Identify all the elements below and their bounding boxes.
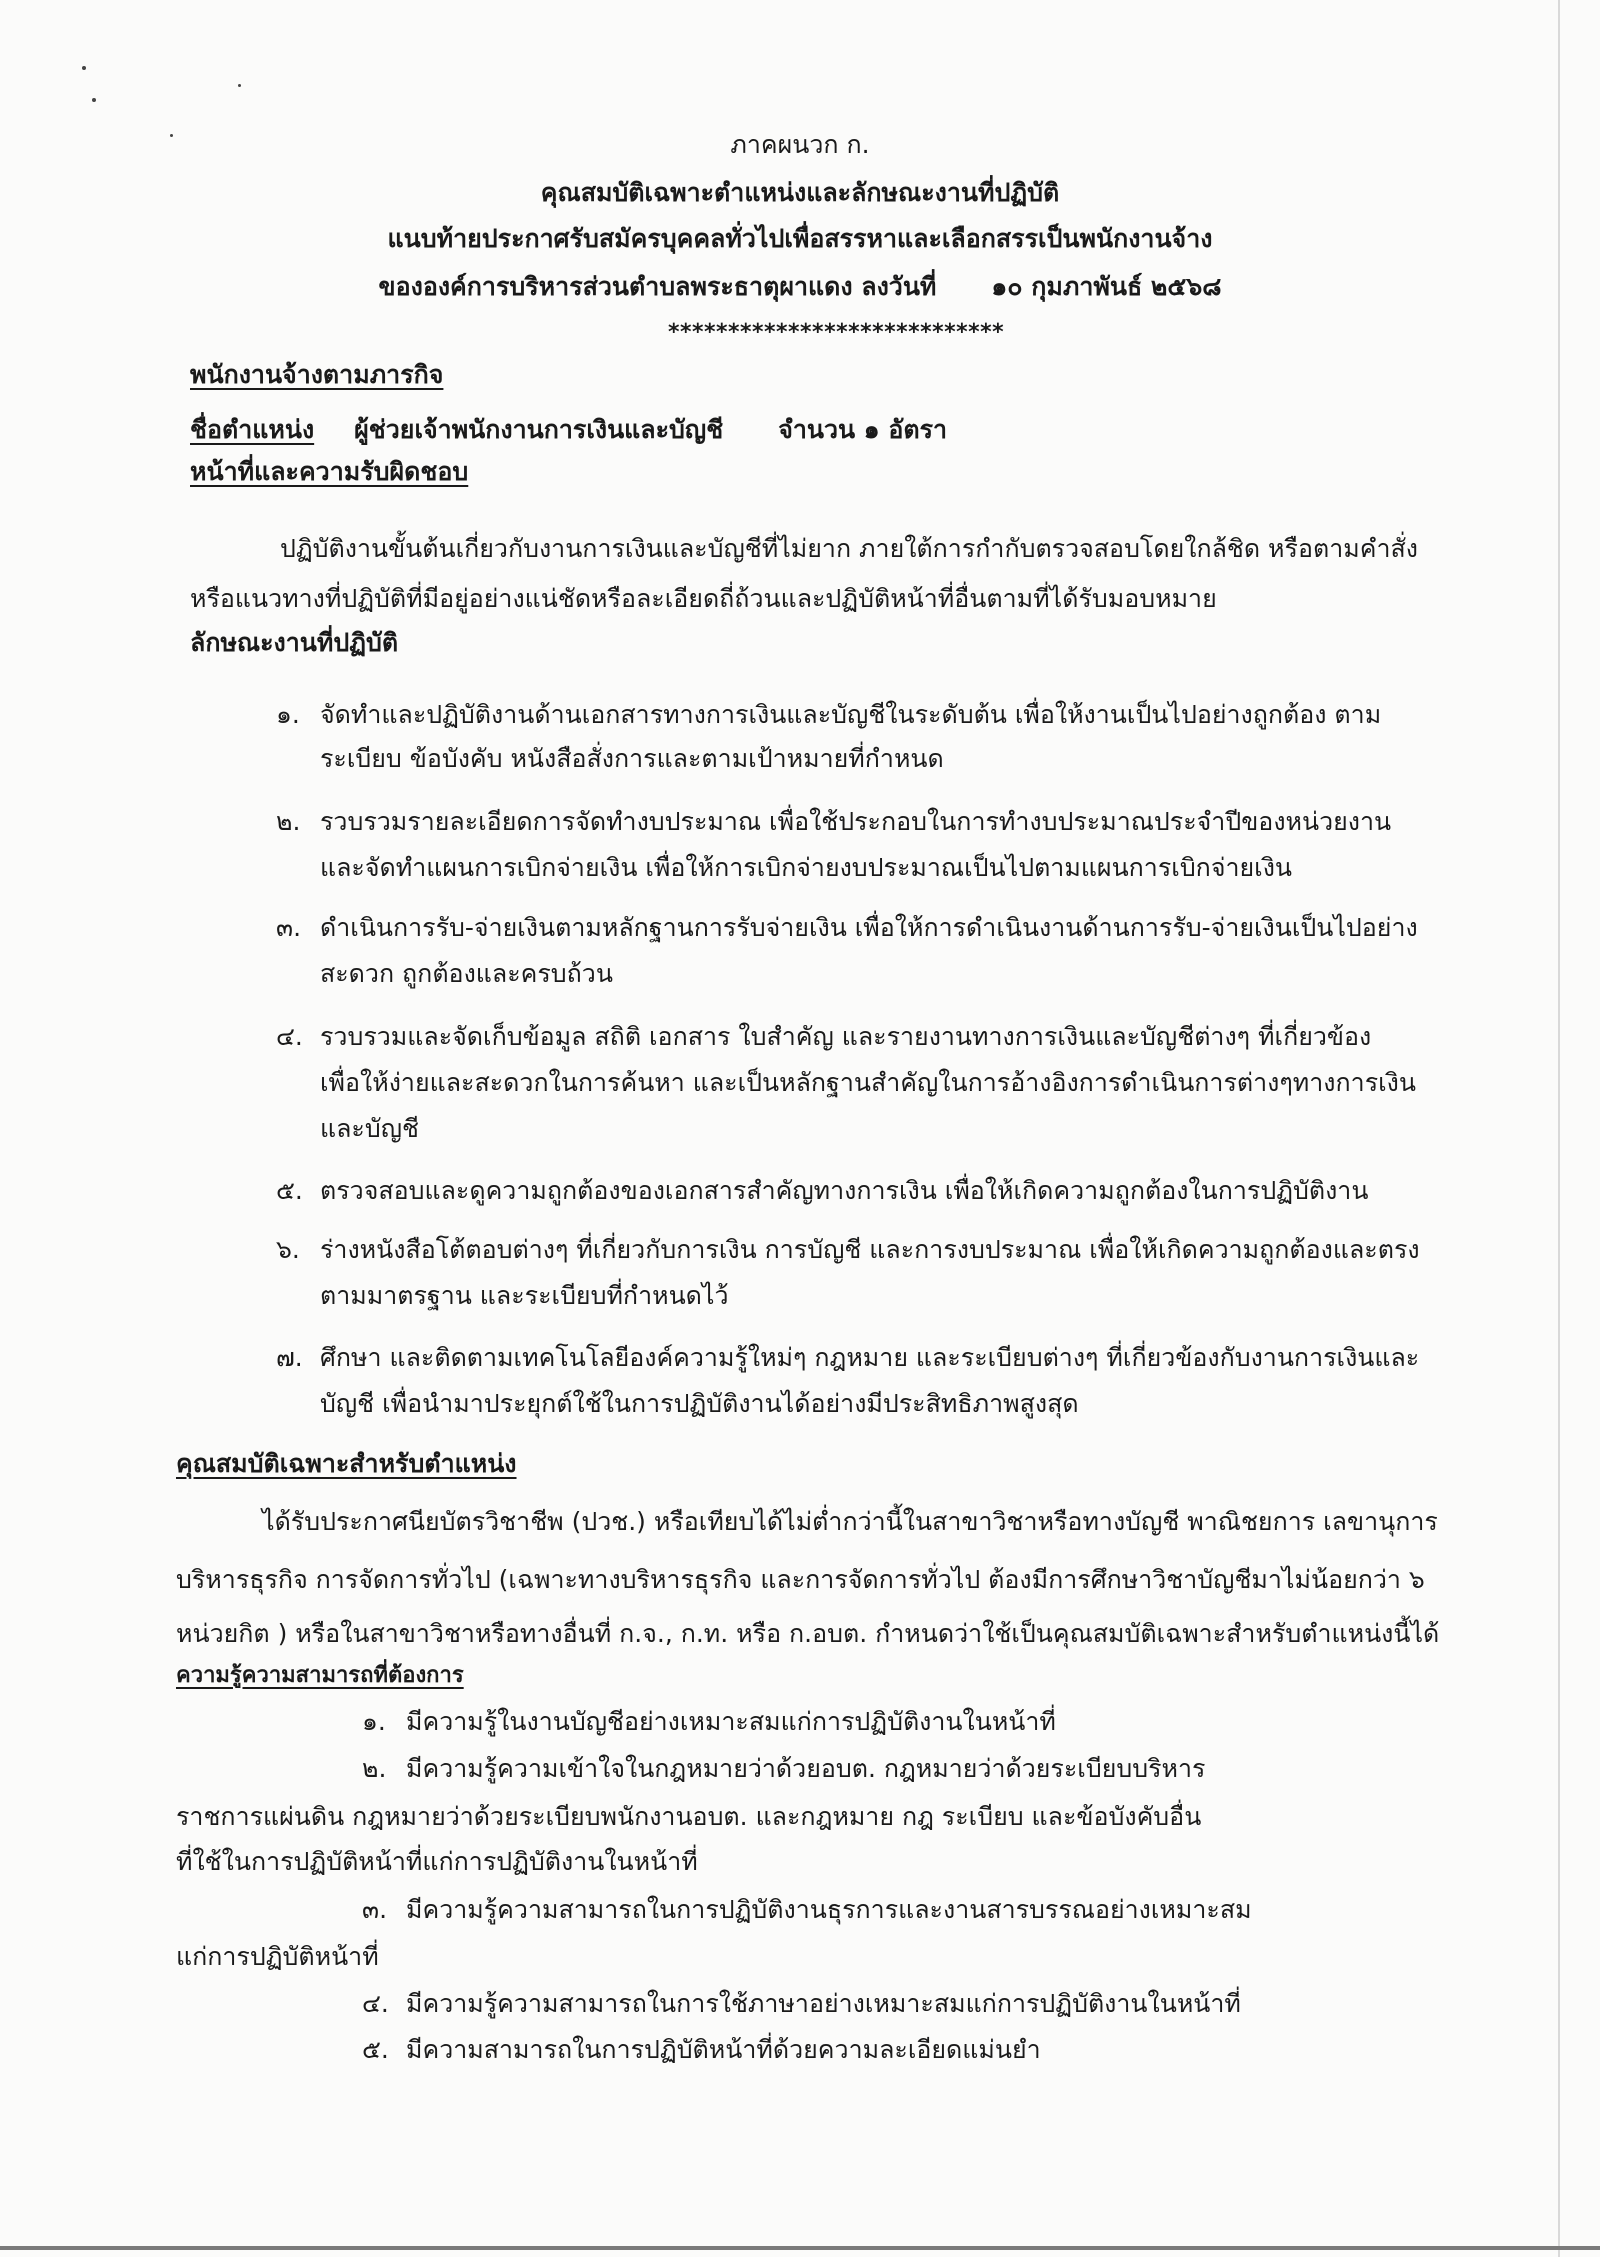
knowledge-item-number: ๕. — [362, 2035, 389, 2064]
work-heading: ลักษณะงานที่ปฏิบัติ — [190, 628, 399, 657]
work-item-number: ๓. — [276, 913, 302, 942]
knowledge-item-text: มีความรู้ความสามารถในการใช้ภาษาอย่างเหมาะสมแก่การปฏิบัติงานในหน้าที่ — [406, 1989, 1241, 2018]
knowledge-item-2-line: ที่ใช้ในการปฏิบัติหน้าที่แก่การปฏิบัติงานในหน้าที่ — [176, 1847, 698, 1876]
position-count: จำนวน ๑ อัตรา — [778, 415, 948, 444]
knowledge-heading: ความรู้ความสามารถที่ต้องการ — [176, 1663, 464, 1688]
knowledge-item-text: มีความสามารถในการปฏิบัติหน้าที่ด้วยความละเอียดแม่นยำ — [406, 2035, 1041, 2064]
duties-line: หรือแนวทางที่ปฏิบัติที่มีอยู่อย่างแน่ชัดหรือละเอียดถี่ถ้วนและปฏิบัติหน้าที่อื่นตามที่ได้รับมอบหมาย — [190, 584, 1217, 613]
work-item-number: ๔. — [276, 1022, 303, 1051]
stars-divider: **************************** — [668, 320, 1005, 345]
work-item-1-line: ระเบียบ ข้อบังคับ หนังสือสั่งการและตามเป้าหมายที่กำหนด — [320, 744, 944, 773]
work-item-number: ๒. — [276, 807, 301, 836]
knowledge-item-3-line — [362, 1893, 1252, 1927]
knowledge-item-2-line — [362, 1752, 1205, 1786]
knowledge-item-text: มีความรู้ในงานบัญชีอย่างเหมาะสมแก่การปฏิบัติงานในหน้าที่ — [406, 1707, 1056, 1736]
work-item-text: จัดทำและปฏิบัติงานด้านเอกสารทางการเงินและบัญชีในระดับต้น เพื่อให้งานเป็นไปอย่างถูกต้อง ตาม — [320, 700, 1382, 729]
work-item-2-line — [276, 805, 1391, 839]
scan-edge-bottom — [0, 2246, 1600, 2250]
org-line: ขององค์การบริหารส่วนตำบลพระธาตุผาแดง ลงวันที่ — [378, 272, 937, 301]
duties-line: ปฏิบัติงานขั้นต้นเกี่ยวกับงานการเงินและบัญชีที่ไม่ยาก ภายใต้การกำกับตรวจสอบโดยใกล้ชิด หรือตามคำสั่ง — [280, 534, 1418, 563]
knowledge-item-text: มีความรู้ความสามารถในการปฏิบัติงานธุรการและงานสารบรรณอย่างเหมาะสม — [406, 1895, 1252, 1924]
qualifications-heading: คุณสมบัติเฉพาะสำหรับตำแหน่ง — [176, 1449, 517, 1478]
work-item-number: ๖. — [276, 1235, 300, 1264]
position-line — [190, 413, 947, 447]
org-date-line — [0, 270, 1600, 304]
work-item-4-line: และบัญชี — [320, 1114, 419, 1143]
scan-speck — [82, 66, 86, 70]
qualifications-line: ได้รับประกาศนียบัตรวิชาชีพ (ปวช.) หรือเทียบได้ไม่ต่ำกว่านี้ในสาขาวิชาหรือทางบัญชี พาณิชยการ เลขานุการ — [262, 1507, 1438, 1536]
position-name-label: ชื่อตำแหน่ง — [190, 415, 315, 444]
qualifications-line: หน่วยกิต ) หรือในสาขาวิชาหรือทางอื่นที่ ก.จ., ก.ท. หรือ ก.อบต. กำหนดว่าใช้เป็นคุณสมบัติเฉพาะสำหรับตำแหน่งนี้ได้ — [176, 1619, 1440, 1648]
document-subtitle: แนบท้ายประกาศรับสมัครบุคคลทั่วไปเพื่อสรรหาและเลือกสรรเป็นพนักงานจ้าง — [387, 224, 1213, 253]
document-title: คุณสมบัติเฉพาะตำแหน่งและลักษณะงานที่ปฏิบัติ — [540, 178, 1060, 207]
knowledge-item-3-line: แก่การปฏิบัติหน้าที่ — [176, 1942, 379, 1971]
work-item-4-line — [276, 1020, 1371, 1054]
announcement-date: ๑๐ กุมภาพันธ์ ๒๕๖๘ — [991, 272, 1222, 301]
scan-edge-right — [1558, 0, 1560, 2257]
knowledge-item-number: ๑. — [362, 1707, 386, 1736]
appendix-label: ภาคผนวก ก. — [730, 130, 870, 159]
work-item-6-line: ตามมาตรฐาน และระเบียบที่กำหนดไว้ — [320, 1281, 729, 1310]
knowledge-item-number: ๓. — [362, 1895, 388, 1924]
knowledge-item-5-line — [362, 2033, 1041, 2067]
knowledge-item-4-line — [362, 1987, 1241, 2021]
qualifications-line: บริหารธุรกิจ การจัดการทั่วไป (เฉพาะทางบริหารธุรกิจ และการจัดการทั่วไป ต้องมีการศึกษาวิชาบัญชีมาไม่น้อยกว่า ๖ — [176, 1565, 1425, 1594]
work-item-7-line: บัญชี เพื่อนำมาประยุกต์ใช้ในการปฏิบัติงานได้อย่างมีประสิทธิภาพสูงสุด — [320, 1389, 1079, 1418]
knowledge-item-text: มีความรู้ความเข้าใจในกฎหมายว่าด้วยอบต. กฎหมายว่าด้วยระเบียบบริหาร — [406, 1754, 1206, 1783]
work-item-number: ๑. — [276, 700, 300, 729]
work-item-1-line — [276, 698, 1381, 732]
position-name: ผู้ช่วยเจ้าพนักงานการเงินและบัญชี — [354, 415, 724, 444]
work-item-text: ศึกษา และติดตามเทคโนโลยีองค์ความรู้ใหม่ๆ กฎหมาย และระเบียบต่างๆ ที่เกี่ยวข้องกับงานการเงินและ — [320, 1343, 1420, 1372]
knowledge-item-2-line: ราชการแผ่นดิน กฎหมายว่าด้วยระเบียบพนักงานอบต. และกฎหมาย กฎ ระเบียบ และข้อบังคับอื่น — [176, 1802, 1202, 1831]
scan-speck — [92, 98, 96, 102]
work-item-3-line: สะดวก ถูกต้องและครบถ้วน — [320, 959, 613, 988]
work-item-6-line — [276, 1233, 1420, 1267]
work-item-3-line — [276, 911, 1418, 945]
work-item-number: ๗. — [276, 1343, 303, 1372]
work-item-5-line — [276, 1174, 1368, 1208]
knowledge-item-1-line — [362, 1705, 1056, 1739]
knowledge-item-number: ๔. — [362, 1989, 389, 2018]
work-item-7-line — [276, 1341, 1419, 1375]
work-item-text: รวบรวมและจัดเก็บข้อมูล สถิติ เอกสาร ใบสำคัญ และรายงานทางการเงินและบัญชีต่างๆ ที่เกี่ยวข้อง — [320, 1022, 1372, 1051]
work-item-text: ร่างหนังสือโต้ตอบต่างๆ ที่เกี่ยวกับการเงิน การบัญชี และการงบประมาณ เพื่อให้เกิดความถูกต้องและตรง — [320, 1235, 1420, 1264]
work-item-2-line: และจัดทำแผนการเบิกจ่ายเงิน เพื่อให้การเบิกจ่ายงบประมาณเป็นไปตามแผนการเบิกจ่ายเงิน — [320, 853, 1292, 882]
work-item-text: รวบรวมรายละเอียดการจัดทำงบประมาณ เพื่อใช้ประกอบในการทำงบประมาณประจำปีของหน่วยงาน — [320, 807, 1392, 836]
scan-speck — [238, 84, 241, 87]
work-item-4-line: เพื่อให้ง่ายและสะดวกในการค้นหา และเป็นหลักฐานสำคัญในการอ้างอิงการดำเนินการต่างๆทางการเงิน — [320, 1068, 1416, 1097]
work-item-number: ๕. — [276, 1176, 303, 1205]
duties-heading: หน้าที่และความรับผิดชอบ — [190, 457, 469, 486]
knowledge-item-number: ๒. — [362, 1754, 387, 1783]
work-item-text: ตรวจสอบและดูความถูกต้องของเอกสารสำคัญทางการเงิน เพื่อให้เกิดความถูกต้องในการปฏิบัติงาน — [320, 1176, 1369, 1205]
work-item-text: ดำเนินการรับ-จ่ายเงินตามหลักฐานการรับจ่ายเงิน เพื่อให้การดำเนินงานด้านการรับ-จ่ายเงินเป็นไปอย่าง — [320, 913, 1418, 942]
employee-type-heading: พนักงานจ้างตามภารกิจ — [190, 360, 444, 389]
